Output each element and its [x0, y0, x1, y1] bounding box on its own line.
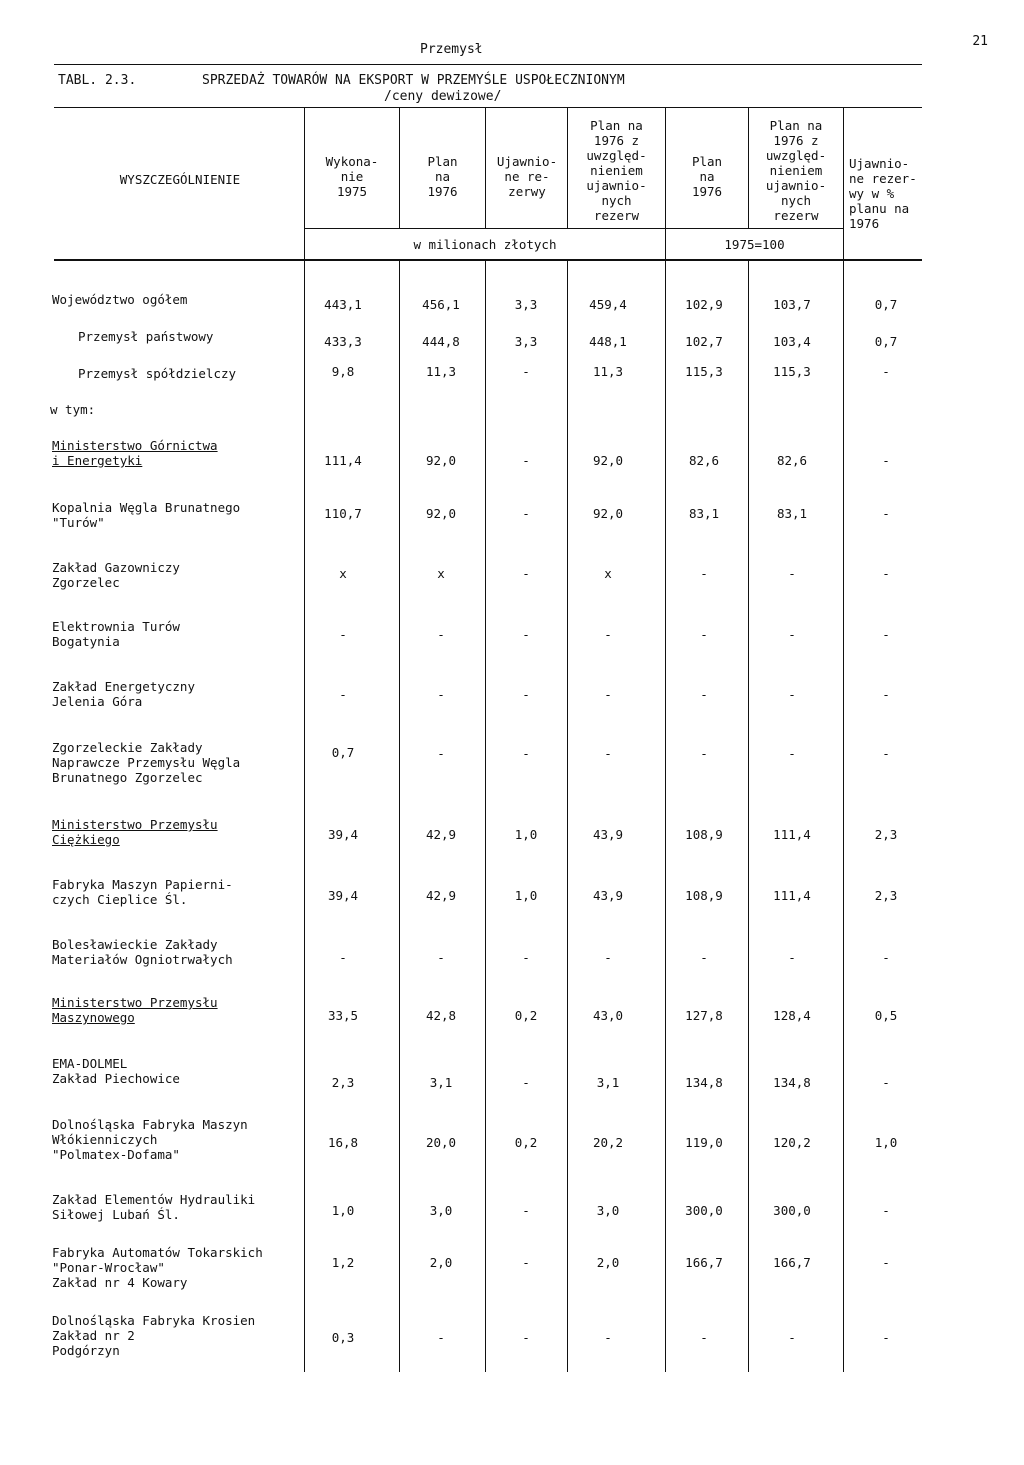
- cell: -: [882, 453, 890, 468]
- cell: 0,7: [874, 297, 898, 312]
- cell: 11,3: [425, 364, 457, 379]
- cell: 92,0: [425, 506, 457, 521]
- cell: 111,4: [773, 888, 811, 903]
- cell: 128,4: [773, 1008, 811, 1023]
- cell: -: [522, 566, 530, 581]
- cell: 1,2: [331, 1255, 355, 1270]
- table-title: SPRZEDAŻ TOWARÓW NA EKSPORT W PRZEMYŚLE USPOŁECZNIONYM: [202, 73, 625, 88]
- cell: 3,0: [429, 1203, 453, 1218]
- cell: 20,2: [592, 1135, 624, 1150]
- cell: -: [604, 746, 612, 761]
- cell: 16,8: [327, 1135, 359, 1150]
- cell: 2,3: [874, 888, 898, 903]
- vline-body-2: [399, 261, 400, 1372]
- col-header-6: Plan na 1976 z uwzględ- nieniem ujawnio- nych rezerw: [765, 118, 827, 223]
- cell: 120,2: [773, 1135, 811, 1150]
- cell: 108,9: [685, 888, 723, 903]
- cell: 456,1: [422, 297, 460, 312]
- vline-body-7: [843, 261, 844, 1372]
- vline-body-6: [748, 261, 749, 1372]
- cell: 127,8: [685, 1008, 723, 1023]
- col-header-3: Ujawnio- ne re- zerwy: [496, 154, 558, 199]
- cell: 115,3: [773, 364, 811, 379]
- cell: -: [522, 506, 530, 521]
- stub-header: WYSZCZEGÓLNIENIE: [119, 172, 241, 187]
- cell: 108,9: [685, 827, 723, 842]
- cell: 92,0: [425, 453, 457, 468]
- row-label-kopalnia: Kopalnia Węgla Brunatnego "Turów": [52, 500, 241, 530]
- row-label-min-maszynowego: Ministerstwo Przemysłu Maszynowego: [52, 995, 218, 1025]
- cell: -: [882, 364, 890, 379]
- cell: -: [882, 1330, 890, 1345]
- cell: 42,9: [425, 888, 457, 903]
- cell: 102,7: [685, 334, 723, 349]
- row-label-panstwowy: Przemysł państwowy: [78, 329, 214, 344]
- cell: 134,8: [773, 1075, 811, 1090]
- unit-index: 1975=100: [724, 237, 785, 252]
- cell: -: [437, 1330, 445, 1345]
- cell: -: [522, 1075, 530, 1090]
- cell: -: [604, 1330, 612, 1345]
- row-label-krosien: Dolnośląska Fabryka Krosien Zakład nr 2 Podgórzyn: [52, 1313, 256, 1358]
- cell: -: [339, 950, 347, 965]
- vline-4: [567, 107, 568, 228]
- cell: 42,9: [425, 827, 457, 842]
- cell: 3,1: [596, 1075, 620, 1090]
- cell: -: [882, 746, 890, 761]
- cell: -: [788, 746, 796, 761]
- cell: 83,1: [688, 506, 720, 521]
- cell: 43,9: [592, 827, 624, 842]
- cell: -: [604, 950, 612, 965]
- cell: 11,3: [592, 364, 624, 379]
- cell: 1,0: [514, 888, 538, 903]
- cell: -: [882, 1075, 890, 1090]
- cell: 110,7: [324, 506, 362, 521]
- cell: -: [882, 627, 890, 642]
- cell: -: [339, 627, 347, 642]
- cell: -: [437, 746, 445, 761]
- cell: 448,1: [589, 334, 627, 349]
- vline-3: [485, 107, 486, 228]
- cell: 103,7: [773, 297, 811, 312]
- cell: 82,6: [776, 453, 808, 468]
- cell: -: [339, 687, 347, 702]
- unit-millions: w milionach złotych: [413, 237, 557, 252]
- cell: x: [339, 566, 347, 581]
- cell: -: [604, 687, 612, 702]
- row-label-boleslawieckie: Bolesławieckie Zakłady Materiałów Ogniotrwałych: [52, 937, 233, 967]
- cell: 134,8: [685, 1075, 723, 1090]
- cell: -: [788, 627, 796, 642]
- cell: 39,4: [327, 888, 359, 903]
- cell: -: [437, 687, 445, 702]
- cell: -: [788, 950, 796, 965]
- row-label-fabryka-papierniczych: Fabryka Maszyn Papierni- czych Cieplice Śl.: [52, 877, 233, 907]
- cell: 444,8: [422, 334, 460, 349]
- cell: -: [522, 746, 530, 761]
- cell: -: [700, 687, 708, 702]
- cell: -: [882, 506, 890, 521]
- cell: x: [437, 566, 445, 581]
- cell: x: [604, 566, 612, 581]
- unit-rule: [304, 228, 844, 229]
- cell: 0,7: [331, 745, 355, 760]
- cell: 0,2: [514, 1008, 538, 1023]
- row-label-ema-dolmel: EMA-DOLMEL Zakład Piechowice: [52, 1056, 180, 1086]
- cell: -: [522, 1203, 530, 1218]
- cell: 1,0: [331, 1203, 355, 1218]
- table-subtitle: /ceny dewizowe/: [384, 89, 502, 104]
- row-label-zaklad-gazowniczy: Zakład Gazowniczy Zgorzelec: [52, 560, 180, 590]
- row-label-zaklad-energetyczny: Zakład Energetyczny Jelenia Góra: [52, 679, 195, 709]
- cell: 2,3: [874, 827, 898, 842]
- cell: 82,6: [688, 453, 720, 468]
- cell: 43,0: [592, 1008, 624, 1023]
- cell: 1,0: [874, 1135, 898, 1150]
- cell: 3,1: [429, 1075, 453, 1090]
- row-label-min-gornictwa: Ministerstwo Górnictwa i Energetyki: [52, 438, 218, 468]
- cell: 119,0: [685, 1135, 723, 1150]
- cell: 115,3: [685, 364, 723, 379]
- cell: 3,3: [514, 297, 538, 312]
- cell: 2,0: [429, 1255, 453, 1270]
- page-number: 21: [972, 34, 988, 49]
- cell: -: [604, 627, 612, 642]
- cell: -: [522, 453, 530, 468]
- cell: 92,0: [592, 506, 624, 521]
- top-rule: [54, 64, 922, 65]
- cell: 92,0: [592, 453, 624, 468]
- cell: -: [700, 1330, 708, 1345]
- cell: 111,4: [773, 827, 811, 842]
- cell: -: [788, 687, 796, 702]
- row-label-min-ciezkiego: Ministerstwo Przemysłu Ciężkiego: [52, 817, 218, 847]
- row-label-polmatex: Dolnośląska Fabryka Maszyn Włókienniczych "Polmatex-Dofama": [52, 1117, 248, 1162]
- cell: 83,1: [776, 506, 808, 521]
- cell: 33,5: [327, 1008, 359, 1023]
- vline-6: [748, 107, 749, 228]
- row-label-wojewodztwo: Województwo ogółem: [52, 292, 188, 307]
- cell: 0,5: [874, 1008, 898, 1023]
- cell: -: [700, 746, 708, 761]
- cell: 20,0: [425, 1135, 457, 1150]
- cell: -: [522, 364, 530, 379]
- cell: 0,7: [874, 334, 898, 349]
- cell: -: [788, 566, 796, 581]
- cell: 9,8: [331, 364, 355, 379]
- vline-2: [399, 107, 400, 228]
- cell: -: [522, 950, 530, 965]
- cell: -: [437, 627, 445, 642]
- cell: 43,9: [592, 888, 624, 903]
- cell: -: [522, 687, 530, 702]
- cell: 111,4: [324, 453, 362, 468]
- cell: 0,2: [514, 1135, 538, 1150]
- cell: -: [882, 1255, 890, 1270]
- cell: 3,3: [514, 334, 538, 349]
- cell: 39,4: [327, 827, 359, 842]
- row-label-w-tym: w tym:: [50, 402, 96, 417]
- cell: -: [788, 1330, 796, 1345]
- cell: 103,4: [773, 334, 811, 349]
- header-top-rule: [54, 107, 922, 108]
- table-id: TABL. 2.3.: [58, 73, 137, 88]
- vline-5: [665, 107, 666, 259]
- cell: -: [700, 566, 708, 581]
- cell: 0,3: [331, 1330, 355, 1345]
- col-header-5: Plan na 1976: [691, 154, 723, 199]
- cell: 42,8: [425, 1008, 457, 1023]
- cell: 3,0: [596, 1203, 620, 1218]
- row-label-spoldzielczy: Przemysł spółdzielczy: [78, 366, 237, 381]
- cell: 443,1: [324, 297, 362, 312]
- cell: 300,0: [685, 1203, 723, 1218]
- col-header-4: Plan na 1976 z uwzględ- nieniem ujawnio- nych rezerw: [586, 118, 647, 223]
- cell: 102,9: [685, 297, 723, 312]
- cell: -: [882, 1203, 890, 1218]
- cell: -: [700, 627, 708, 642]
- cell: 166,7: [773, 1255, 811, 1270]
- section-title: Przemysł: [420, 42, 483, 57]
- row-label-ponar: Fabryka Automatów Tokarskich "Ponar-Wrocław" Zakład nr 4 Kowary: [52, 1245, 263, 1290]
- cell: -: [700, 950, 708, 965]
- cell: 2,3: [331, 1075, 355, 1090]
- col-header-2: Plan na 1976: [427, 154, 458, 199]
- cell: 166,7: [685, 1255, 723, 1270]
- cell: 433,3: [324, 334, 362, 349]
- row-label-zgorzeleckie: Zgorzeleckie Zakłady Naprawcze Przemysłu Węgla Brunatnego Zgorzelec: [52, 740, 241, 785]
- cell: -: [522, 1330, 530, 1345]
- row-label-elektrownia: Elektrownia Turów Bogatynia: [52, 619, 180, 649]
- cell: 1,0: [514, 827, 538, 842]
- cell: 459,4: [589, 297, 627, 312]
- col-header-7: Ujawnio- ne rezer- wy w % planu na 1976: [849, 156, 917, 231]
- cell: -: [882, 950, 890, 965]
- row-label-hydrauliki: Zakład Elementów Hydrauliki Siłowej Lubań Śl.: [52, 1192, 256, 1222]
- cell: -: [882, 566, 890, 581]
- col-header-1: Wykona- nie 1975: [325, 154, 379, 199]
- cell: -: [882, 687, 890, 702]
- cell: -: [522, 627, 530, 642]
- cell: -: [522, 1255, 530, 1270]
- header-bottom-rule: [54, 259, 922, 261]
- cell: -: [437, 950, 445, 965]
- vline-7: [843, 107, 844, 259]
- cell: 300,0: [773, 1203, 811, 1218]
- cell: 2,0: [596, 1255, 620, 1270]
